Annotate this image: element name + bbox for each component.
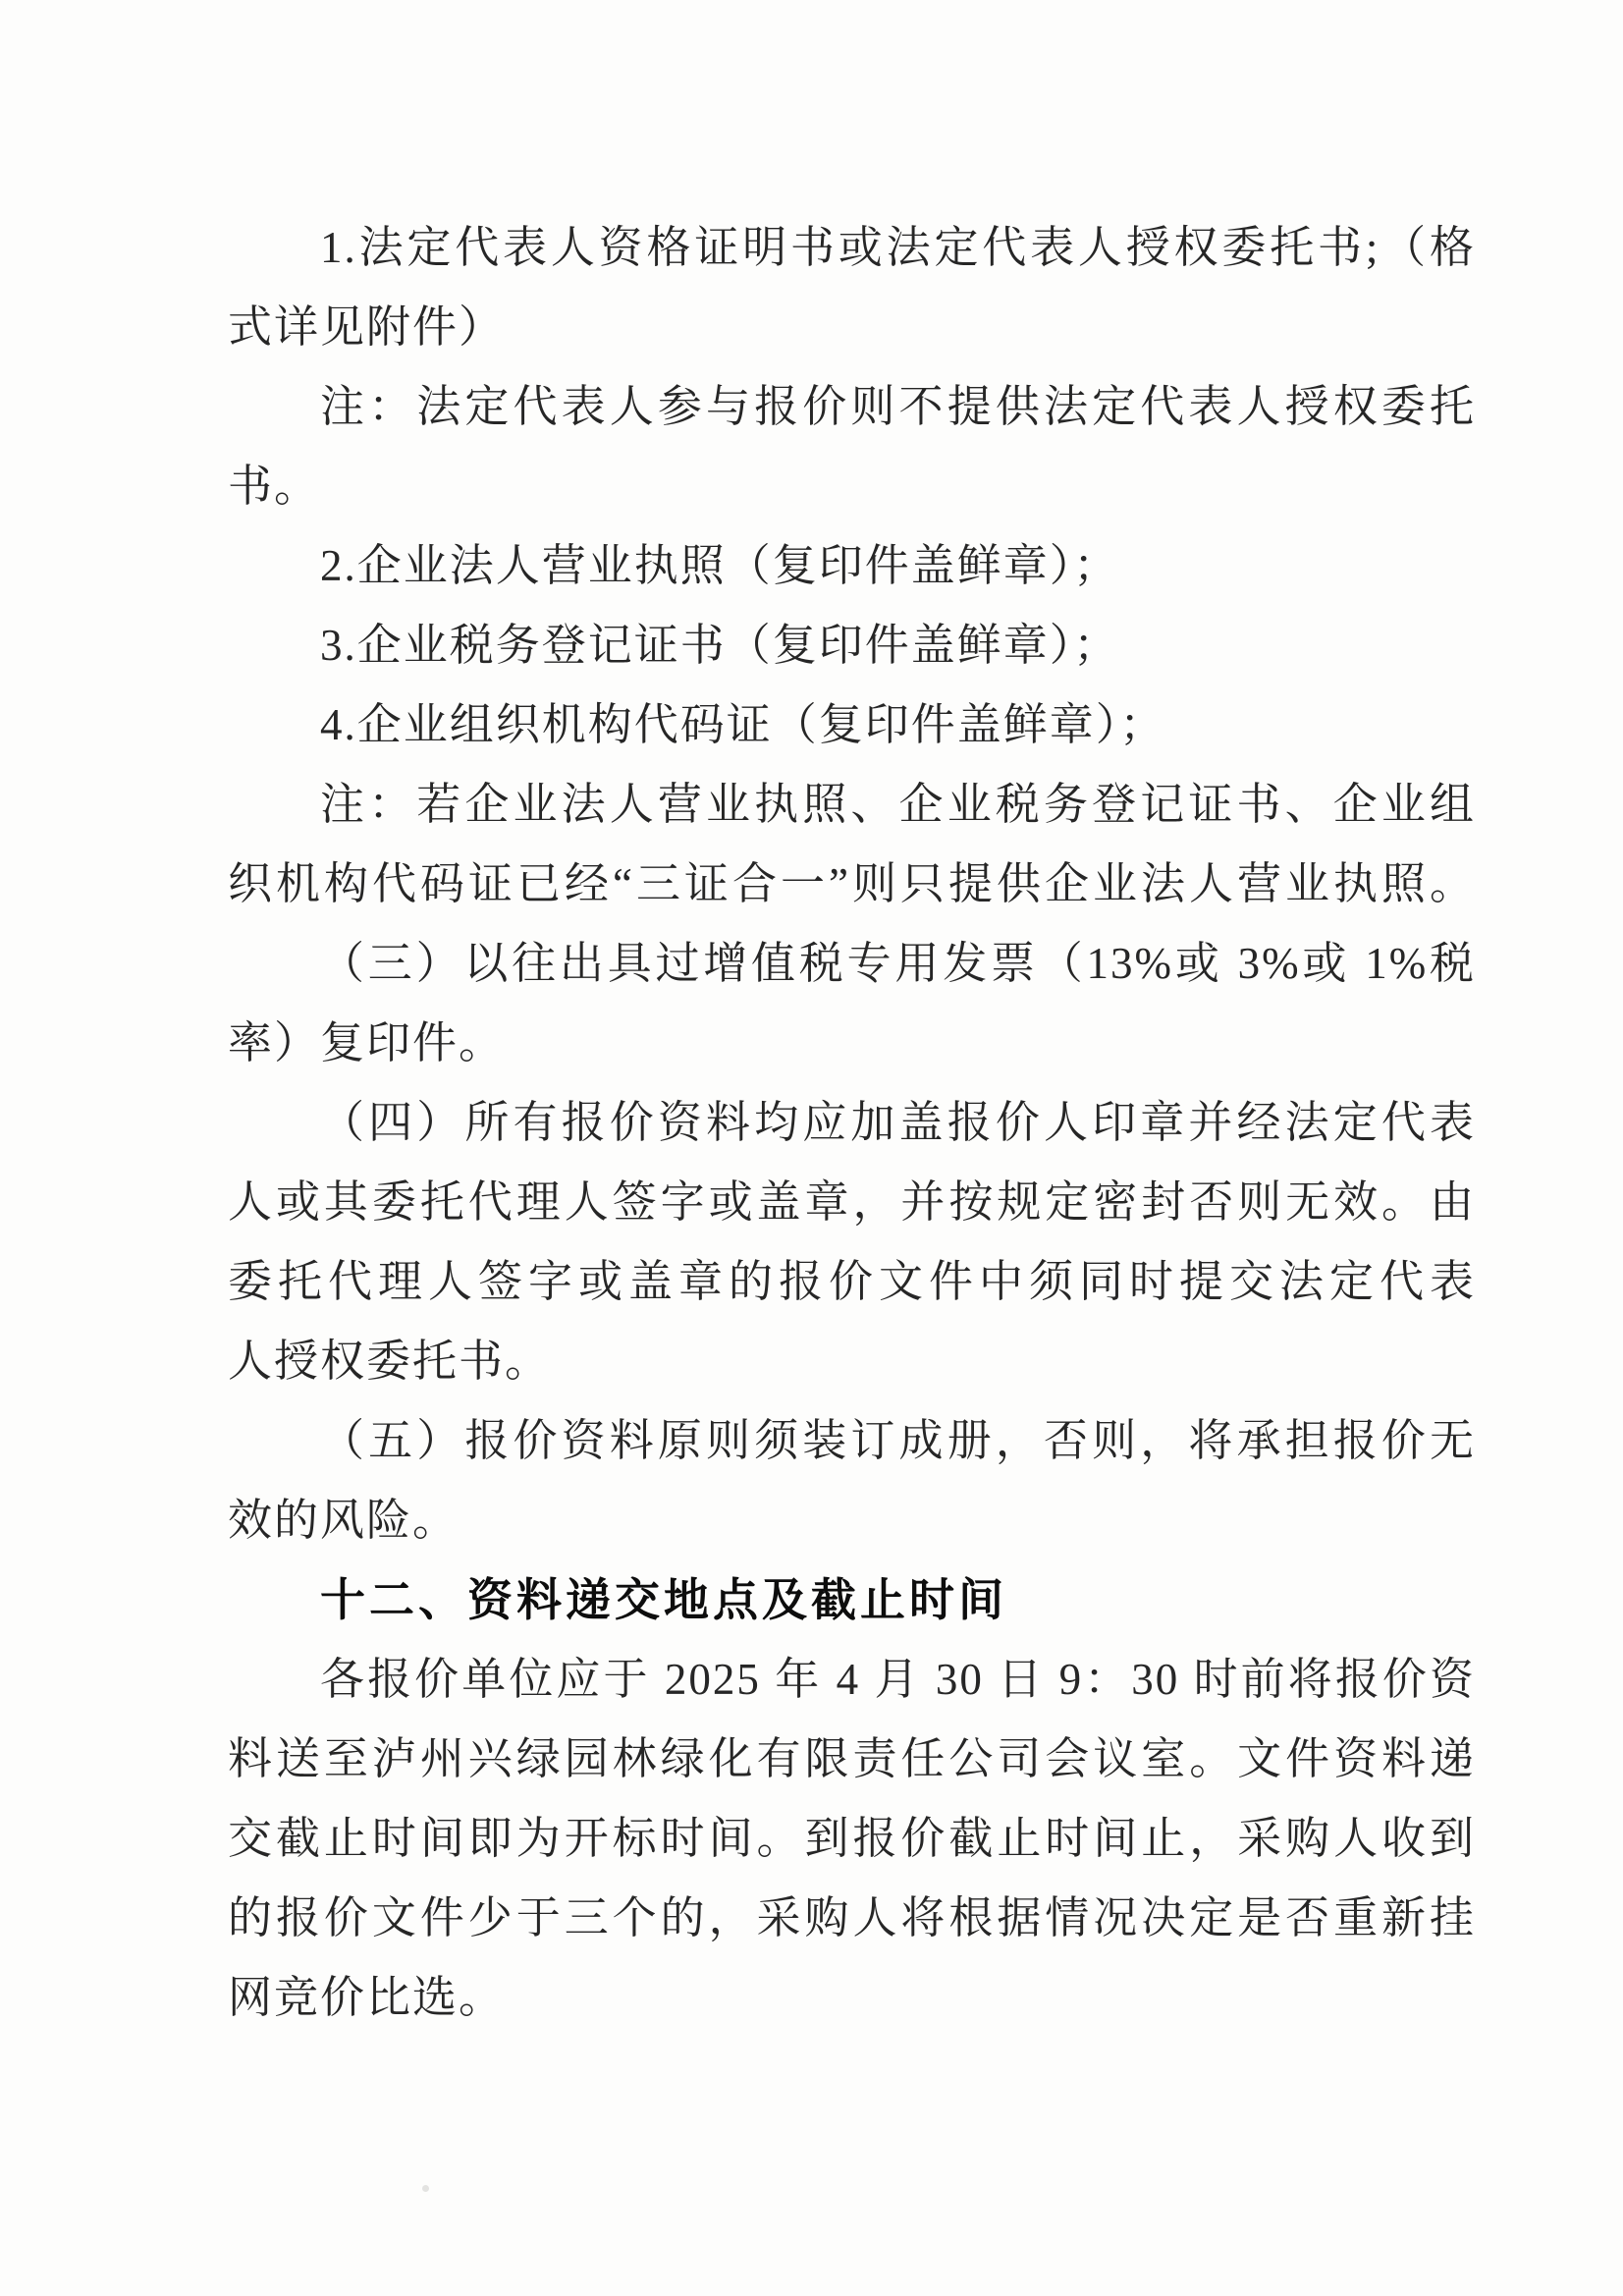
text-line: 2.企业法人营业执照（复印件盖鲜章）； (320, 541, 1120, 590)
text-line: 人或其委托代理人签字或盖章，并按规定密封否则无效。由 (228, 1177, 1476, 1227)
text-line: 的报价文件少于三个的，采购人将根据情况决定是否重新挂 (228, 1893, 1476, 1942)
text-line: 委托代理人签字或盖章的报价文件中须同时提交法定代表 (228, 1257, 1476, 1306)
scan-artifact-dot (422, 2185, 429, 2192)
text-line: 式详见附件） (228, 302, 506, 352)
text-line: 4.企业组织机构代码证（复印件盖鲜章）； (320, 700, 1166, 749)
text-line: 注：若企业法人营业执照、企业税务登记证书、企业组 (320, 780, 1476, 829)
text-line: 织机构代码证已经“三证合一”则只提供企业法人营业执照。 (228, 859, 1476, 908)
text-line: （三）以往出具过增值税专用发票（13%或 3%或 1%税 (320, 939, 1476, 988)
text-line: 注：法定代表人参与报价则不提供法定代表人授权委托 (320, 382, 1476, 431)
section-heading: 十二、资料递交地点及截止时间 (320, 1574, 1007, 1625)
text-line: （四）所有报价资料均应加盖报价人印章并经法定代表 (320, 1098, 1476, 1147)
text-line: 料送至泸州兴绿园林绿化有限责任公司会议室。文件资料递 (228, 1734, 1476, 1783)
text-line: 率）复印件。 (228, 1018, 506, 1067)
document-body (228, 208, 1476, 2038)
text-line: 书。 (228, 462, 321, 511)
text-line: 各报价单位应于 2025 年 4 月 30 日 9：30 时前将报价资 (320, 1655, 1476, 1704)
text-line: 效的风险。 (228, 1496, 460, 1545)
text-line: 1.法定代表人资格证明书或法定代表人授权委托书;（格 (320, 223, 1476, 272)
text-line: 网竞价比选。 (228, 1973, 506, 2022)
text-line: 人授权委托书。 (228, 1337, 552, 1386)
text-line: 交截止时间即为开标时间。到报价截止时间止，采购人收到 (228, 1814, 1476, 1863)
text-line: 3.企业税务登记证书（复印件盖鲜章）； (320, 621, 1120, 670)
text-line: （五）报价资料原则须装订成册，否则，将承担报价无 (320, 1416, 1476, 1465)
